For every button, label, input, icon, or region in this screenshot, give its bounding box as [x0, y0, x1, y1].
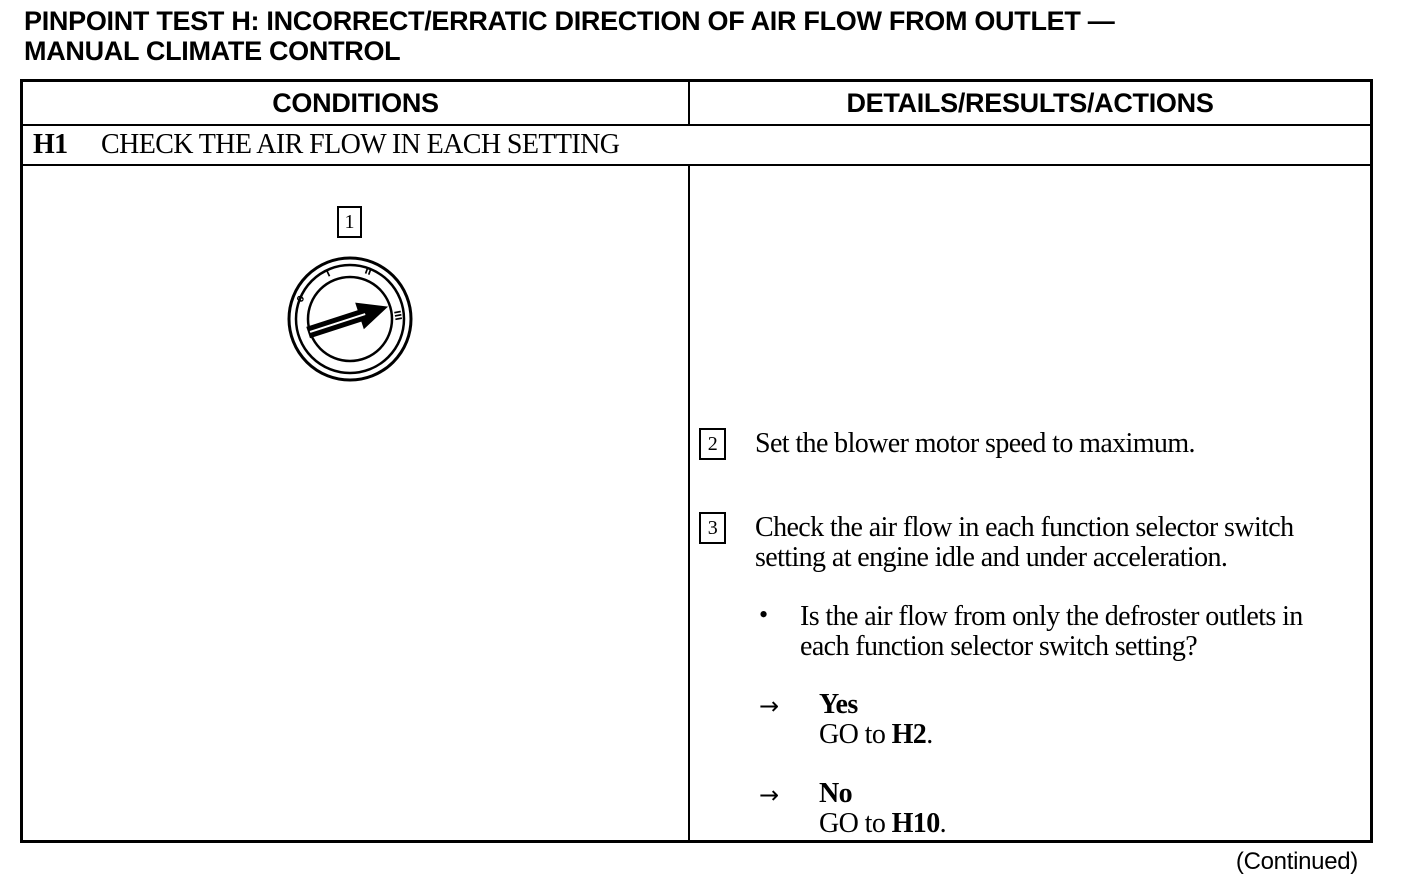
no-action — [819, 809, 946, 839]
step-heading-row — [23, 126, 1370, 166]
step-3-text-line-1: Check the air flow in each function selector switch — [755, 512, 1294, 543]
dial-mark-1: I — [325, 269, 333, 280]
yes-label: Yes — [819, 689, 858, 720]
yes-action-prefix: GO to — [819, 719, 892, 750]
step-title: CHECK THE AIR FLOW IN EACH SETTING — [101, 129, 620, 160]
no-arrow-icon: → — [759, 781, 779, 809]
step-3-text-line-2: setting at engine idle and under acceleration. — [755, 542, 1228, 573]
page-title-line-2: MANUAL CLIMATE CONTROL — [24, 36, 401, 66]
details-cell — [690, 166, 1370, 840]
dial-mark-2: II — [362, 266, 373, 279]
page-title-line-1: PINPOINT TEST H: INCORRECT/ERRATIC DIRECTION OF AIR FLOW FROM OUTLET — — [24, 6, 1115, 36]
dial-mark-3: III — [391, 309, 403, 322]
callout-2: 2 — [699, 428, 726, 460]
table-header-row — [23, 82, 1370, 126]
ignition-switch-dial-icon — [280, 249, 420, 389]
yes-action-suffix: . — [926, 719, 933, 750]
conditions-header: CONDITIONS — [23, 82, 690, 124]
dial-arrow — [304, 293, 393, 346]
yes-target: H2 — [891, 719, 927, 750]
no-action-suffix: . — [939, 808, 947, 839]
step-id: H1 — [33, 129, 68, 160]
callout-1: 1 — [337, 206, 362, 238]
dial-mark-0: 0 — [295, 294, 308, 305]
yes-action — [819, 720, 933, 750]
question-text-line-2: each function selector switch setting? — [800, 631, 1198, 662]
question-text-line-1: Is the air flow from only the defroster outlets in — [800, 601, 1303, 632]
continued-label: (Continued) — [1235, 848, 1358, 875]
question-bullet: • — [759, 600, 768, 629]
yes-arrow-icon: → — [759, 692, 779, 720]
no-label: No — [819, 778, 853, 809]
conditions-cell — [23, 166, 690, 840]
no-action-prefix: GO to — [819, 808, 892, 839]
no-target: H10 — [891, 808, 940, 839]
pinpoint-test-table — [20, 79, 1373, 843]
page-title — [24, 6, 1114, 66]
details-header: DETAILS/RESULTS/ACTIONS — [846, 87, 1214, 118]
step-2-text: Set the blower motor speed to maximum. — [755, 428, 1195, 459]
callout-3: 3 — [699, 512, 726, 544]
